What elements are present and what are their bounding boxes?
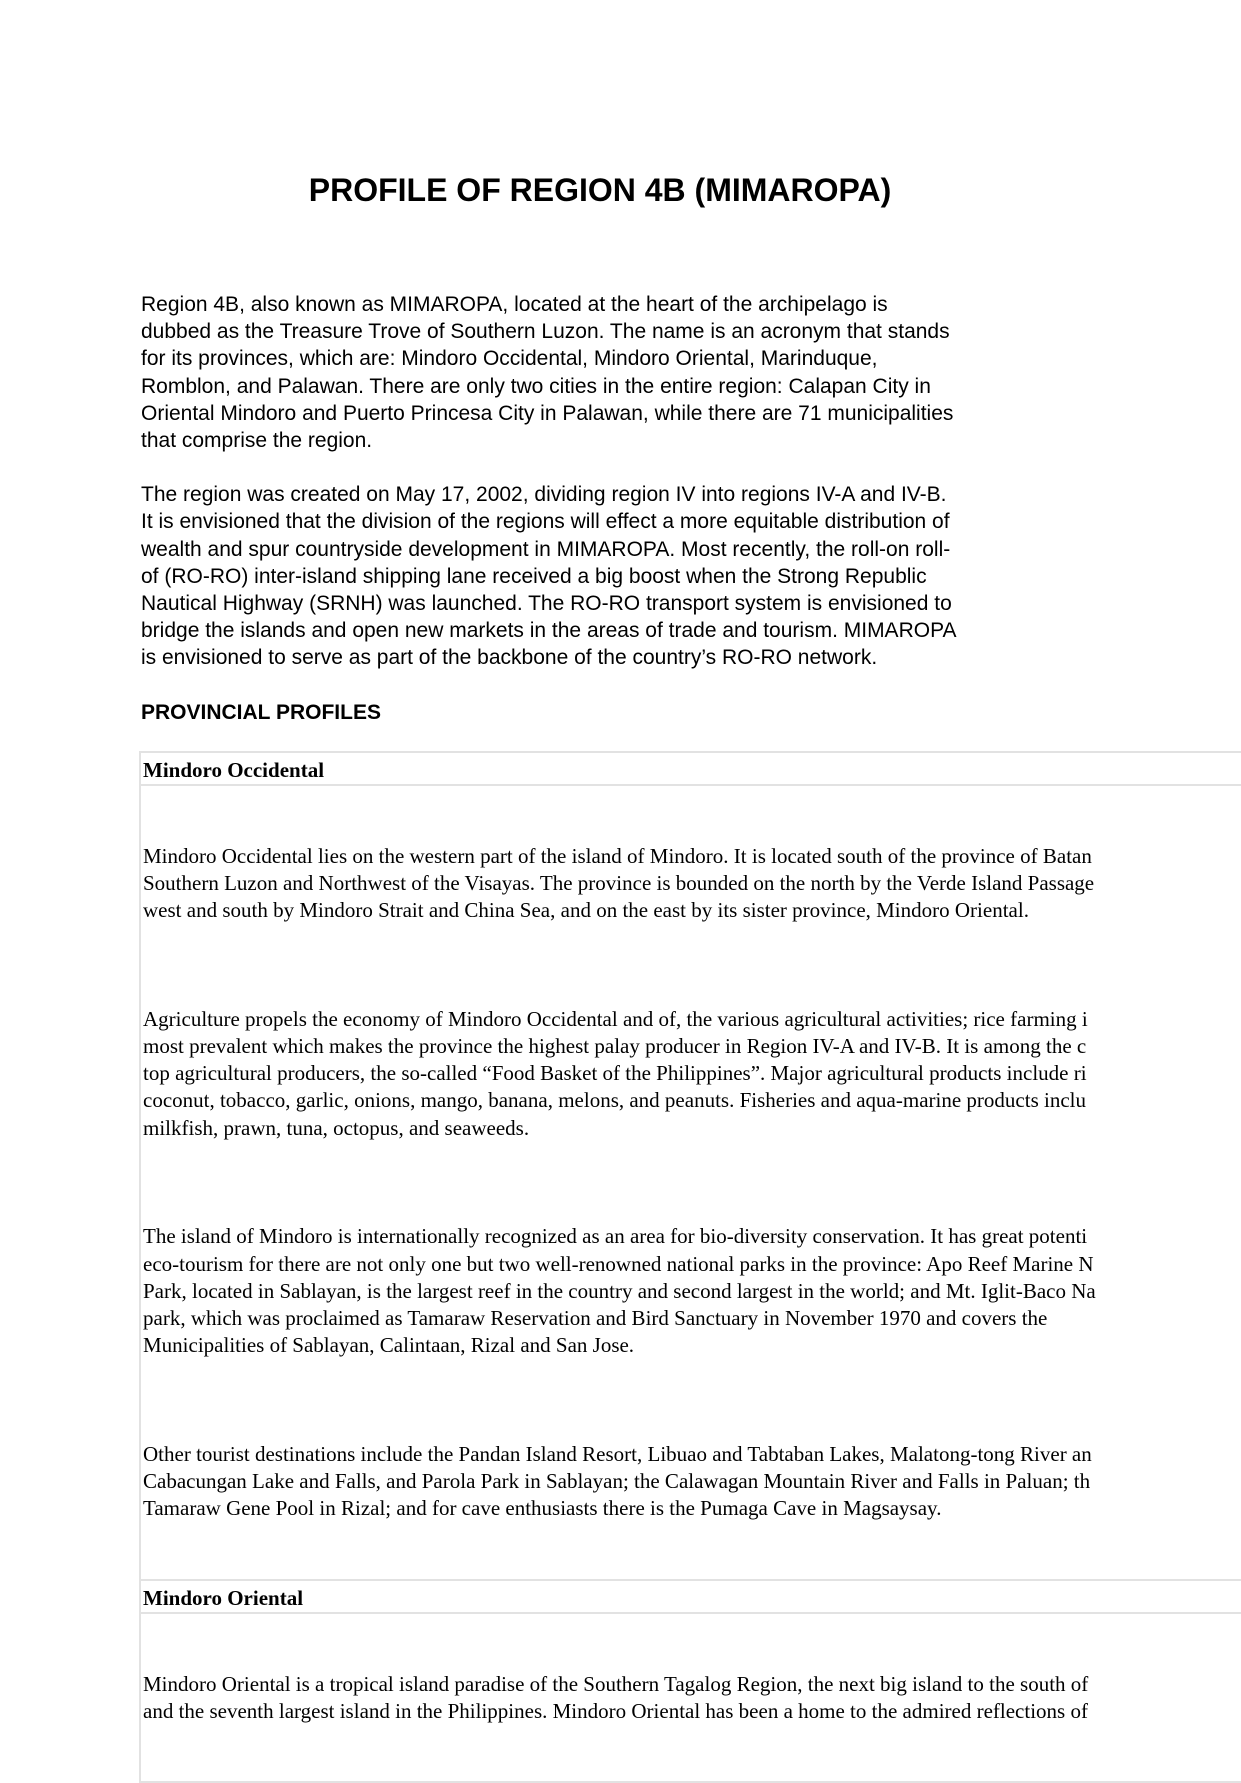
province-paragraph: The island of Mindoro is internationally recognized as an area for bio-diversity conservation. It has great potenti eco-tourism for there are not only one but two well-renowned national parks in the province: Apo Reef Marine N Park, located in Sablayan, is the largest reef in the country and second largest in the world; and Mt. Iglit-Baco Na park, which was proclaimed as Tamaraw Reservation and Bird Sanctuary in November 1970 and covers the Municipalities of Sablayan, Calintaan, Rizal and San Jose.: [143, 1224, 1096, 1358]
province-name-mindoro-occidental: Mindoro Occidental: [141, 753, 1241, 786]
province-paragraph: Agriculture propels the economy of Mindoro Occidental and of, the various agricultural activities; rice farming i most prevalent which makes the province the highest palay producer in Region IV-A and IV-B. It is among the c top agricultural producers, the so-called “Food Basket of the Philippines”. Major agricultural products include ri coconut, tobacco, garlic, onions, mango, banana, melons, and peanuts. Fisheries and aqua-marine products inclu milkfish, prawn, tuna, octopus, and seaweeds.: [143, 1006, 1088, 1140]
intro-paragraph: Region 4B, also known as MIMAROPA, located at the heart of the archipelago is dubbed as the Treasure Trove of Southern Luzon. The name is an acronym that stands for its provinces, which are: Mindoro Occidental, Mindoro Oriental, Marinduque, Romblon, and Palawan. There are only two cities in the entire region: Calapan City in Oriental Mindoro and Puerto Princesa City in Palawan, while there are 71 municipalities that comprise the region.: [141, 293, 954, 453]
province-paragraph: Mindoro Oriental is a tropical island paradise of the Southern Tagalog Region, the next big island to the south of and the seventh largest island in the Philippines. Mindoro Oriental has been a home to the admired reflections of: [143, 1671, 1089, 1723]
intro-section: [141, 291, 1081, 699]
province-paragraph: Other tourist destinations include the Pandan Island Resort, Libuao and Tabtaban Lakes, Malatong-tong River an Cabacungan Lake and Falls, and Parola Park in Sablayan; the Calawagan Mountain River and Falls in Paluan; th Tamaraw Gene Pool in Rizal; and for cave enthusiasts there is the Pumaga Cave in Magsaysay.: [143, 1442, 1092, 1521]
province-body-mindoro-occidental: [141, 786, 1241, 1581]
province-body-mindoro-oriental: [141, 1614, 1241, 1781]
page-title: PROFILE OF REGION 4B (MIMAROPA): [308, 172, 892, 208]
intro-paragraph: The region was created on May 17, 2002, dividing region IV into regions IV-A and IV-B. It is envisioned that the division of the regions will effect a more equitable distribution of wealth and spur countryside development in MIMAROPA. Most recently, the roll-on roll- of (RO-RO) inter-island shipping lane received a big boost when the Strong Republic Nautical Highway (SRNH) was launched. The RO-RO transport system is envisioned to bridge the islands and open new markets in the areas of trade and tourism. MIMAROPA is envisioned to serve as part of the backbone of the country’s RO-RO network.: [141, 483, 957, 670]
provincial-profiles-table: [139, 751, 1241, 1783]
province-paragraph: Mindoro Occidental lies on the western part of the island of Mindoro. It is located south of the province of Batan Southern Luzon and Northwest of the Visayas. The province is bounded on the north by the Verde Island Passage west and south by Mindoro Strait and China Sea, and on the east by its sister province, Mindoro Oriental.: [143, 843, 1095, 923]
province-name-mindoro-oriental: Mindoro Oriental: [141, 1581, 1241, 1614]
provincial-profiles-heading: PROVINCIAL PROFILES: [141, 701, 381, 724]
